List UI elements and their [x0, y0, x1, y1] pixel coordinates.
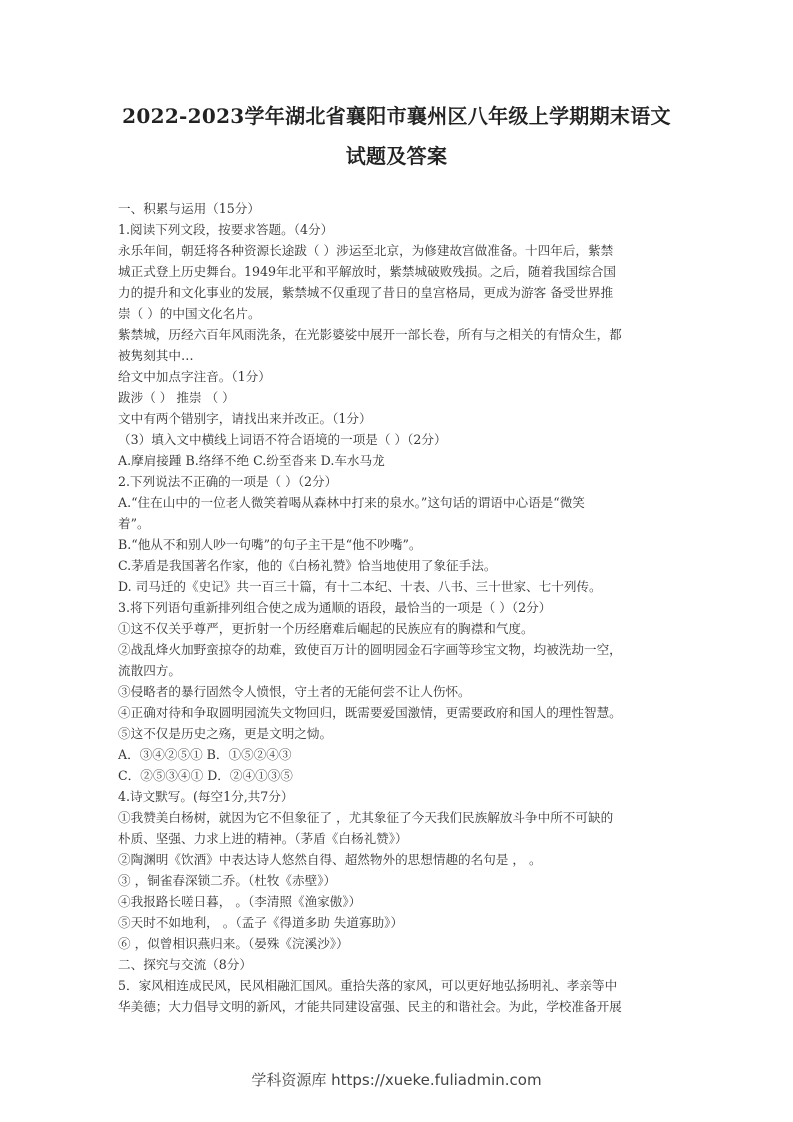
text-line: A．③④②⑤① B．①⑤②④③: [118, 747, 292, 762]
text-line: 4.诗文默写。(每空1分,共7分）: [118, 789, 294, 804]
text-line: ④正确对待和争取圆明园流失文物回归，既需要爱国激情，更需要政府和国人的理性智慧。: [118, 705, 622, 720]
text-line: 一、积累与运用（15分）: [118, 201, 260, 216]
text-line: 紫禁城，历经六百年风雨洗条，在光影婆娑中展开一部长卷，所有与之相关的有情众生，都: [118, 327, 622, 342]
text-line: D. 司马迁的《史记》共一百三十篇，有十二本纪、十表、八书、三十世家、七十列传。: [118, 579, 602, 594]
text-line: A.摩肩接踵 B.络绎不绝 C.纷至沓来 D.车水马龙: [118, 453, 385, 468]
text-line: B.“他从不和别人吵一句嘴”的句子主干是“他不吵嘴”。: [118, 537, 422, 552]
text-line: 力的提升和文化事业的发展，紫禁城不仅重现了昔日的皇宫格局，更成为游客 备受世界推: [118, 285, 614, 300]
text-line: ①我赞美白杨树，就因为它不但象征了 ，尤其象征了今天我们民族解放斗争中所不可缺的: [118, 810, 614, 825]
text-line: 华美德；大力倡导文明的新风，才能共同建设富强、民主的和谐社会。为此，学校准备开展: [118, 999, 622, 1014]
text-line: 流散四方。: [118, 663, 181, 678]
title-line-1: 2022-2023学年湖北省襄阳市襄州区八年级上学期期末语文: [122, 104, 671, 128]
text-line: 1.阅读下列文段，按要求答题。（4分）: [118, 222, 334, 237]
text-line: 崇（ ）的中国文化名片。: [118, 306, 261, 321]
text-line: ③ ，铜雀春深锁二乔。（杜牧《赤壁》）: [118, 873, 337, 888]
text-line: C.茅盾是我国著名作家，他的《白杨礼赞》恰当地使用了象征手法。: [118, 558, 497, 573]
text-line: 3.将下列语句重新排列组合使之成为通顺的语段，最恰当的一项是（ ）（2分）: [118, 600, 552, 615]
text-line: 跋涉（ ） 推崇 （ ）: [118, 390, 235, 405]
text-line: 5．家风相连成民风，民风相融汇国风。重拾失落的家风，可以更好地弘扬明礼、孝亲等中: [118, 978, 618, 993]
text-line: 永乐年间，朝廷将各种资源长途跋（ ）涉运至北京，为修建故宫做准备。十四年后，紫禁: [118, 243, 614, 258]
text-line: 城正式登上历史舞台。1949年北平和平解放时，紫禁城破败残损。之后，随着我国综合国: [118, 264, 617, 279]
text-line: ⑥ ，似曾相识燕归来。（晏殊《浣溪沙》）: [118, 936, 349, 951]
text-line: 朴质、坚强、力求上进的精神。（茅盾《白杨礼赞》）: [118, 831, 408, 846]
text-line: （3）填入文中横线上词语不符合语境的一项是（ ）（2分）: [118, 432, 447, 447]
text-line: ②陶渊明《饮酒》中表达诗人悠然自得、超然物外的思想情趣的名句是 ， 。: [118, 852, 542, 867]
text-line: 文中有两个错别字，请找出来并改正。（1分）: [118, 411, 372, 426]
text-line: 2.下列说法不正确的一项是（ ）（2分）: [118, 474, 338, 489]
text-line: ②战乱烽火加野蛮掠夺的劫难，致使百万计的圆明园金石字画等珍宝文物，均被洗劫一空，: [118, 642, 622, 657]
text-line: ⑤天时不如地利， 。（孟子《得道多助 失道寡助》）: [118, 915, 404, 930]
text-line: 被隽刻其中…: [118, 348, 194, 363]
footer-watermark: 学科资源库 https://xueke.fuliadmin.com: [251, 1071, 542, 1089]
document-body: [118, 198, 678, 1017]
text-line: ④我报路长嗟日暮， 。（李清照《渔家傲》）: [118, 894, 362, 909]
text-line: 二、探究与交流（8分）: [118, 957, 252, 972]
document-title: [100, 96, 693, 176]
text-line: 给文中加点字注音。（1分）: [118, 369, 271, 384]
text-line: 着”。: [118, 516, 150, 531]
title-line-2: 试题及答案: [345, 144, 448, 168]
text-line: ①这不仅关乎尊严，更折射一个历经磨难后崛起的民族应有的胸襟和气度。: [118, 621, 534, 636]
text-line: A.“住在山中的一位老人微笑着喝从森林中打来的泉水。”这句话的谓语中心语是“微笑: [118, 495, 585, 510]
text-line: ⑤这不仅是历史之殇，更是文明之恸。: [118, 726, 333, 741]
text-line: C．②⑤③④① D．②④①③⑤: [118, 768, 293, 783]
text-line: ③侵略者的暴行固然令人愤恨，守土者的无能何尝不让人伤怀。: [118, 684, 471, 699]
